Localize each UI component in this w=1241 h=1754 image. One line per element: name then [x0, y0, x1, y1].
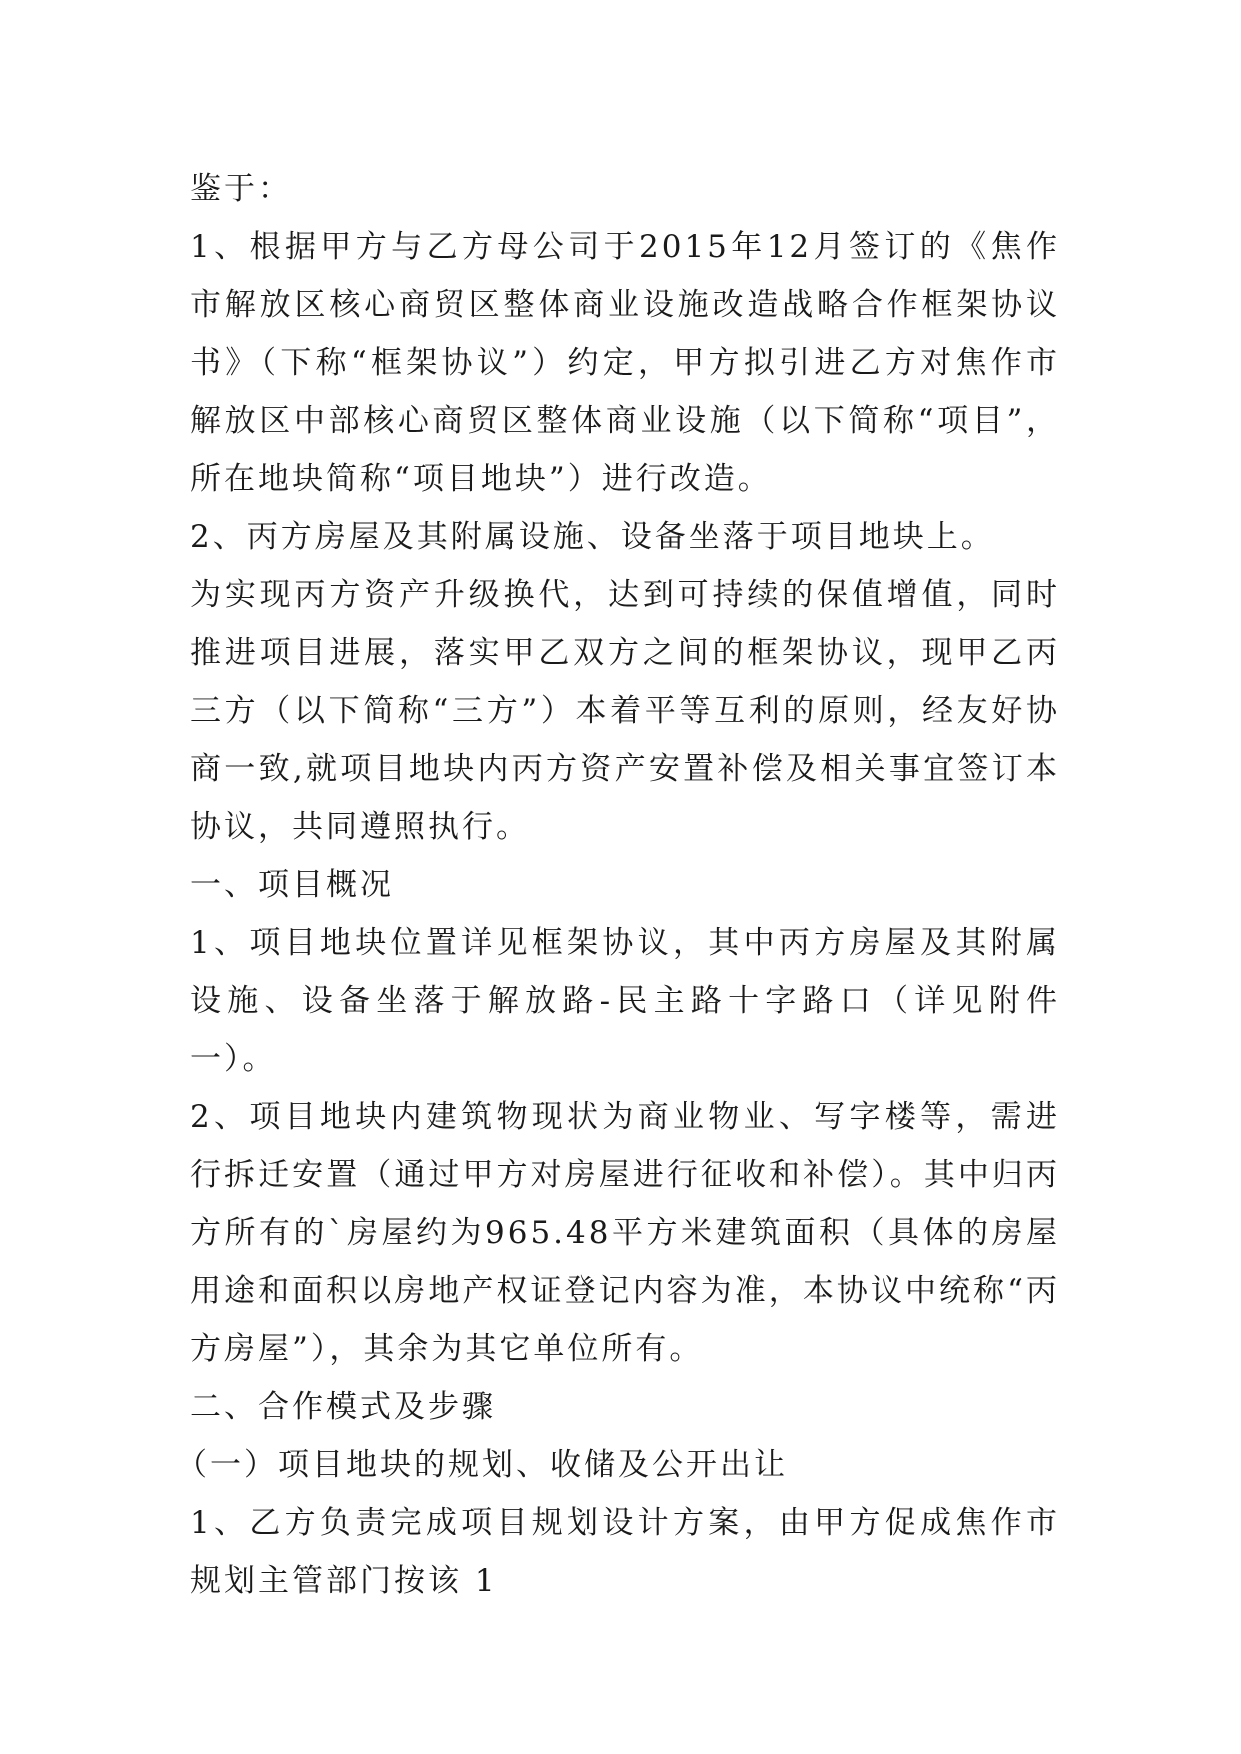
whereas-clause-2: 2、丙方房屋及其附属设施、设备坐落于项目地块上。 — [190, 519, 995, 555]
overview-clause-2: 2、项目地块内建筑物现状为商业物业、写字楼等，需进行拆迁安置（通过甲方对房屋进行征收和补偿）。其中归丙方所有的`房屋约为965.48平方米建筑面积（具体的房屋用途和面积以房地产权证登记内容为准，本协议中统称“丙方房屋”），其余为其它单位所有。 — [190, 1099, 1060, 1367]
section-heading-cooperation-model: 二、合作模式及步骤 — [190, 1389, 496, 1425]
overview-clause-1: 1、项目地块位置详见框架协议，其中丙方房屋及其附属设施、设备坐落于解放路-民主路十字路口（详见附件一）。 — [190, 925, 1060, 1077]
whereas-clause-1: 1、根据甲方与乙方母公司于2015年12月签订的《焦作市解放区核心商贸区整体商业设施改造战略合作框架协议书》（下称“框架协议”）约定，甲方拟引进乙方对焦作市解放区中部核心商贸区整体商业设施（以下简称“项目”，所在地块简称“项目地块”）进行改造。 — [190, 229, 1060, 497]
document-body — [176, 160, 1060, 1610]
planning-clause-1: 1、乙方负责完成项目规划设计方案，由甲方促成焦作市规划主管部门按该 1 — [190, 1505, 1060, 1599]
purpose-paragraph: 为实现丙方资产升级换代，达到可持续的保值增值，同时推进项目进展，落实甲乙双方之间的框架协议，现甲乙丙三方（以下简称“三方”）本着平等互利的原则，经友好协商一致,就项目地块内丙方资产安置补偿及相关事宜签订本协议，共同遵照执行。 — [190, 577, 1060, 845]
section-heading-project-overview: 一、项目概况 — [190, 867, 394, 903]
subsection-heading-planning: （一）项目地块的规划、收储及公开出让 — [176, 1447, 788, 1483]
whereas-heading: 鉴于： — [190, 171, 292, 207]
